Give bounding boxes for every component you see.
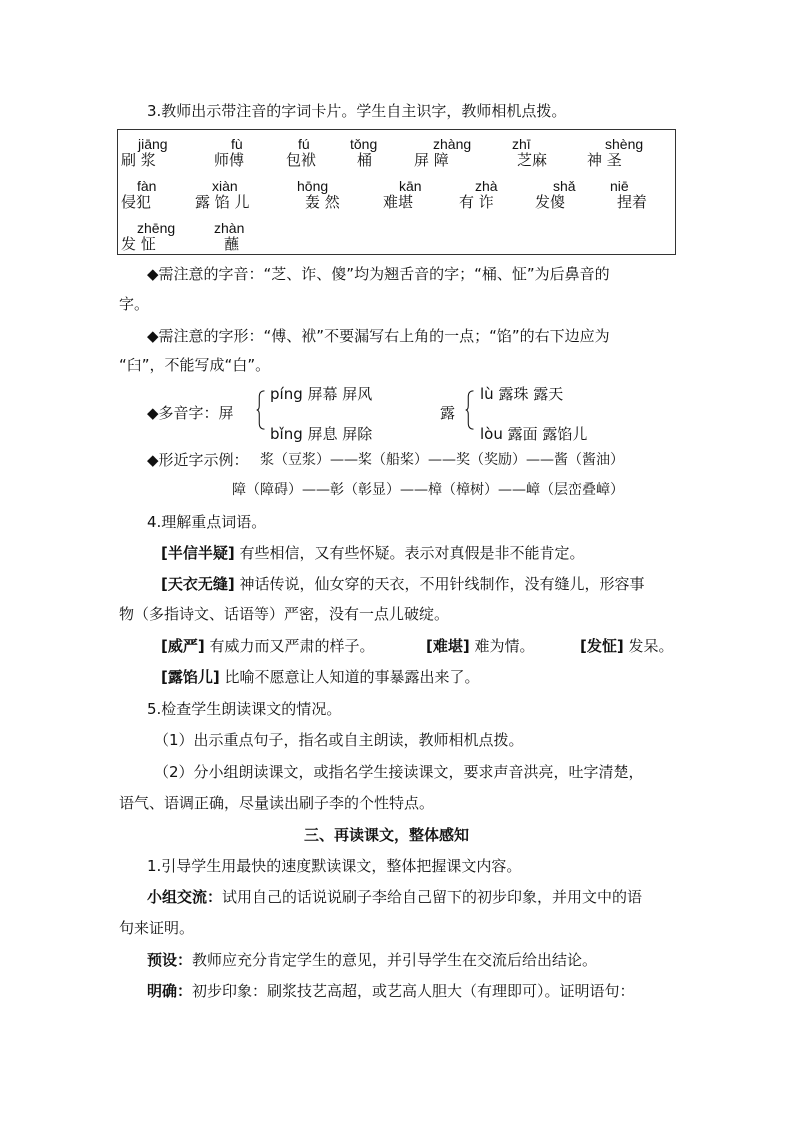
vocab-definition-cont: 物（多指诗文、话语等）严密，没有一点儿破绽。 — [119, 605, 450, 623]
polyphone-ping: píng 屏幕 屏风 — [270, 385, 373, 403]
word: 捏着 — [617, 193, 648, 211]
vocab-definition: 比喻不愿意让人知道的事暴露出来了。 — [224, 668, 480, 686]
word: 难堪 — [383, 193, 414, 211]
similar-label: ◆形近字示例： — [147, 451, 249, 469]
step-5-item-2: （2）分小组朗读课文，或指名学生接读课文，要求声音洪亮，吐字清楚， — [154, 763, 644, 781]
vocab-item — [580, 636, 674, 656]
vocab-term: [难堪] — [426, 637, 470, 655]
pinyin: zhà — [475, 178, 498, 194]
polyphone-char-lu: 露 — [440, 404, 456, 422]
word: 桶 — [357, 151, 373, 169]
preset — [147, 950, 597, 970]
vocab-item — [161, 636, 375, 656]
step-5-item-2-cont: 语气、语调正确，尽量读出刷子李的个性特点。 — [119, 794, 435, 812]
vocab-term: [威严] — [161, 637, 205, 655]
word: 包袱 — [286, 151, 317, 169]
group-discussion-cont: 句来证明。 — [119, 919, 195, 937]
left-brace-icon — [465, 390, 475, 430]
clarification-text: 初步印象：刷浆技艺高超，或艺高人胆大（有理即可）。证明语句： — [192, 982, 635, 1000]
word: 芝麻 — [517, 151, 548, 169]
step-5-item-1: （1）出示重点句子，指名或自主朗读，教师相机点拨。 — [154, 731, 524, 749]
similar-line-2: 障（障碍）——彰（彰显）——樟（樟树）——嶂（层峦叠嶂） — [232, 482, 624, 498]
group-discussion-label: 小组交流： — [147, 888, 223, 906]
vocab-term: [露馅儿] — [161, 668, 220, 686]
vocab-item — [161, 543, 585, 563]
vocab-definition: 发呆。 — [628, 637, 674, 655]
clarification — [147, 981, 635, 1001]
preset-label: 预设： — [147, 951, 193, 969]
pinyin: zhàng — [433, 136, 472, 152]
group-discussion-text: 试用自己的话说说刷子李给自己留下的初步印象，并用文中的语 — [222, 888, 643, 906]
similar-line-1: 浆（豆浆）——桨（船桨）——奖（奖励）——酱（酱油） — [260, 452, 624, 468]
pinyin: zhī — [512, 136, 531, 152]
word: 神 圣 — [587, 151, 622, 169]
word: 师傅 — [214, 151, 245, 169]
section-heading: 三、再读课文，整体感知 — [304, 826, 470, 844]
vocab-definition: 神话传说，仙女穿的天衣，不用针线制作，没有缝儿，形容事 — [239, 575, 645, 593]
pinyin: niē — [610, 178, 629, 194]
note-glyph-cont: “臼”，不能写成“白”。 — [119, 356, 271, 374]
note-glyph: ◆需注意的字形：“傅、袱”不要漏写右上角的一点；“馅”的右下边应为 — [147, 327, 610, 345]
polyphone-lou: lòu 露面 露馅儿 — [480, 425, 588, 443]
pinyin: kān — [399, 178, 422, 194]
word: 屏 障 — [414, 151, 449, 169]
word: 发 怔 — [121, 235, 156, 253]
polyphone-label: ◆多音字：屏 — [147, 404, 234, 422]
vocab-term: [半信半疑] — [161, 544, 235, 562]
pinyin: fú — [298, 136, 310, 152]
pinyin: jiāng — [138, 136, 168, 152]
left-brace-icon — [256, 390, 266, 430]
word: 发傻 — [535, 193, 566, 211]
step-3-text: 3.教师出示带注音的字词卡片。学生自主识字，教师相机点拨。 — [147, 102, 567, 120]
vocab-item — [161, 574, 645, 594]
word: 侵犯 — [121, 193, 152, 211]
polyphone-lu: lù 露珠 露天 — [480, 385, 564, 403]
pinyin: hōng — [297, 178, 329, 194]
pinyin: zhàn — [214, 220, 245, 236]
word: 蘸 — [224, 235, 240, 253]
group-discussion — [147, 887, 642, 907]
vocab-item — [161, 667, 480, 687]
pinyin: fàn — [137, 178, 157, 194]
vocab-definition: 难为情。 — [474, 637, 535, 655]
pinyin: zhēng — [137, 220, 176, 236]
note-pronunciation: ◆需注意的字音：“芝、诈、傻”均为翘舌音的字；“桶、怔”为后鼻音的 — [147, 265, 610, 283]
polyphone-bing: bǐng 屏息 屏除 — [270, 425, 373, 443]
word: 有 诈 — [459, 193, 494, 211]
task-1-text: 1.引导学生用最快的速度默读课文，整体把握课文内容。 — [147, 857, 522, 875]
word: 刷 浆 — [121, 151, 156, 169]
vocab-term: [发怔] — [580, 637, 624, 655]
pinyin: shèng — [605, 136, 644, 152]
vocab-item — [426, 636, 535, 656]
step-4-text: 4.理解重点词语。 — [147, 513, 267, 531]
pinyin: shǎ — [553, 178, 576, 194]
word: 露 馅 儿 — [195, 193, 250, 211]
preset-text: 教师应充分肯定学生的意见，并引导学生在交流后给出结论。 — [192, 951, 598, 969]
vocab-term: [天衣无缝] — [161, 575, 235, 593]
pinyin: tǒng — [350, 136, 378, 152]
character-card-box — [117, 129, 676, 255]
step-5-text: 5.检查学生朗读课文的情况。 — [147, 700, 342, 718]
clarification-label: 明确： — [147, 982, 193, 1000]
vocab-definition: 有些相信，又有些怀疑。表示对真假是非不能肯定。 — [239, 544, 585, 562]
word: 轰 然 — [305, 193, 340, 211]
note-pronunciation-cont: 字。 — [119, 295, 150, 313]
pinyin: fù — [231, 136, 243, 152]
pinyin: xiàn — [212, 178, 238, 194]
vocab-definition: 有威力而又严肃的样子。 — [209, 637, 375, 655]
